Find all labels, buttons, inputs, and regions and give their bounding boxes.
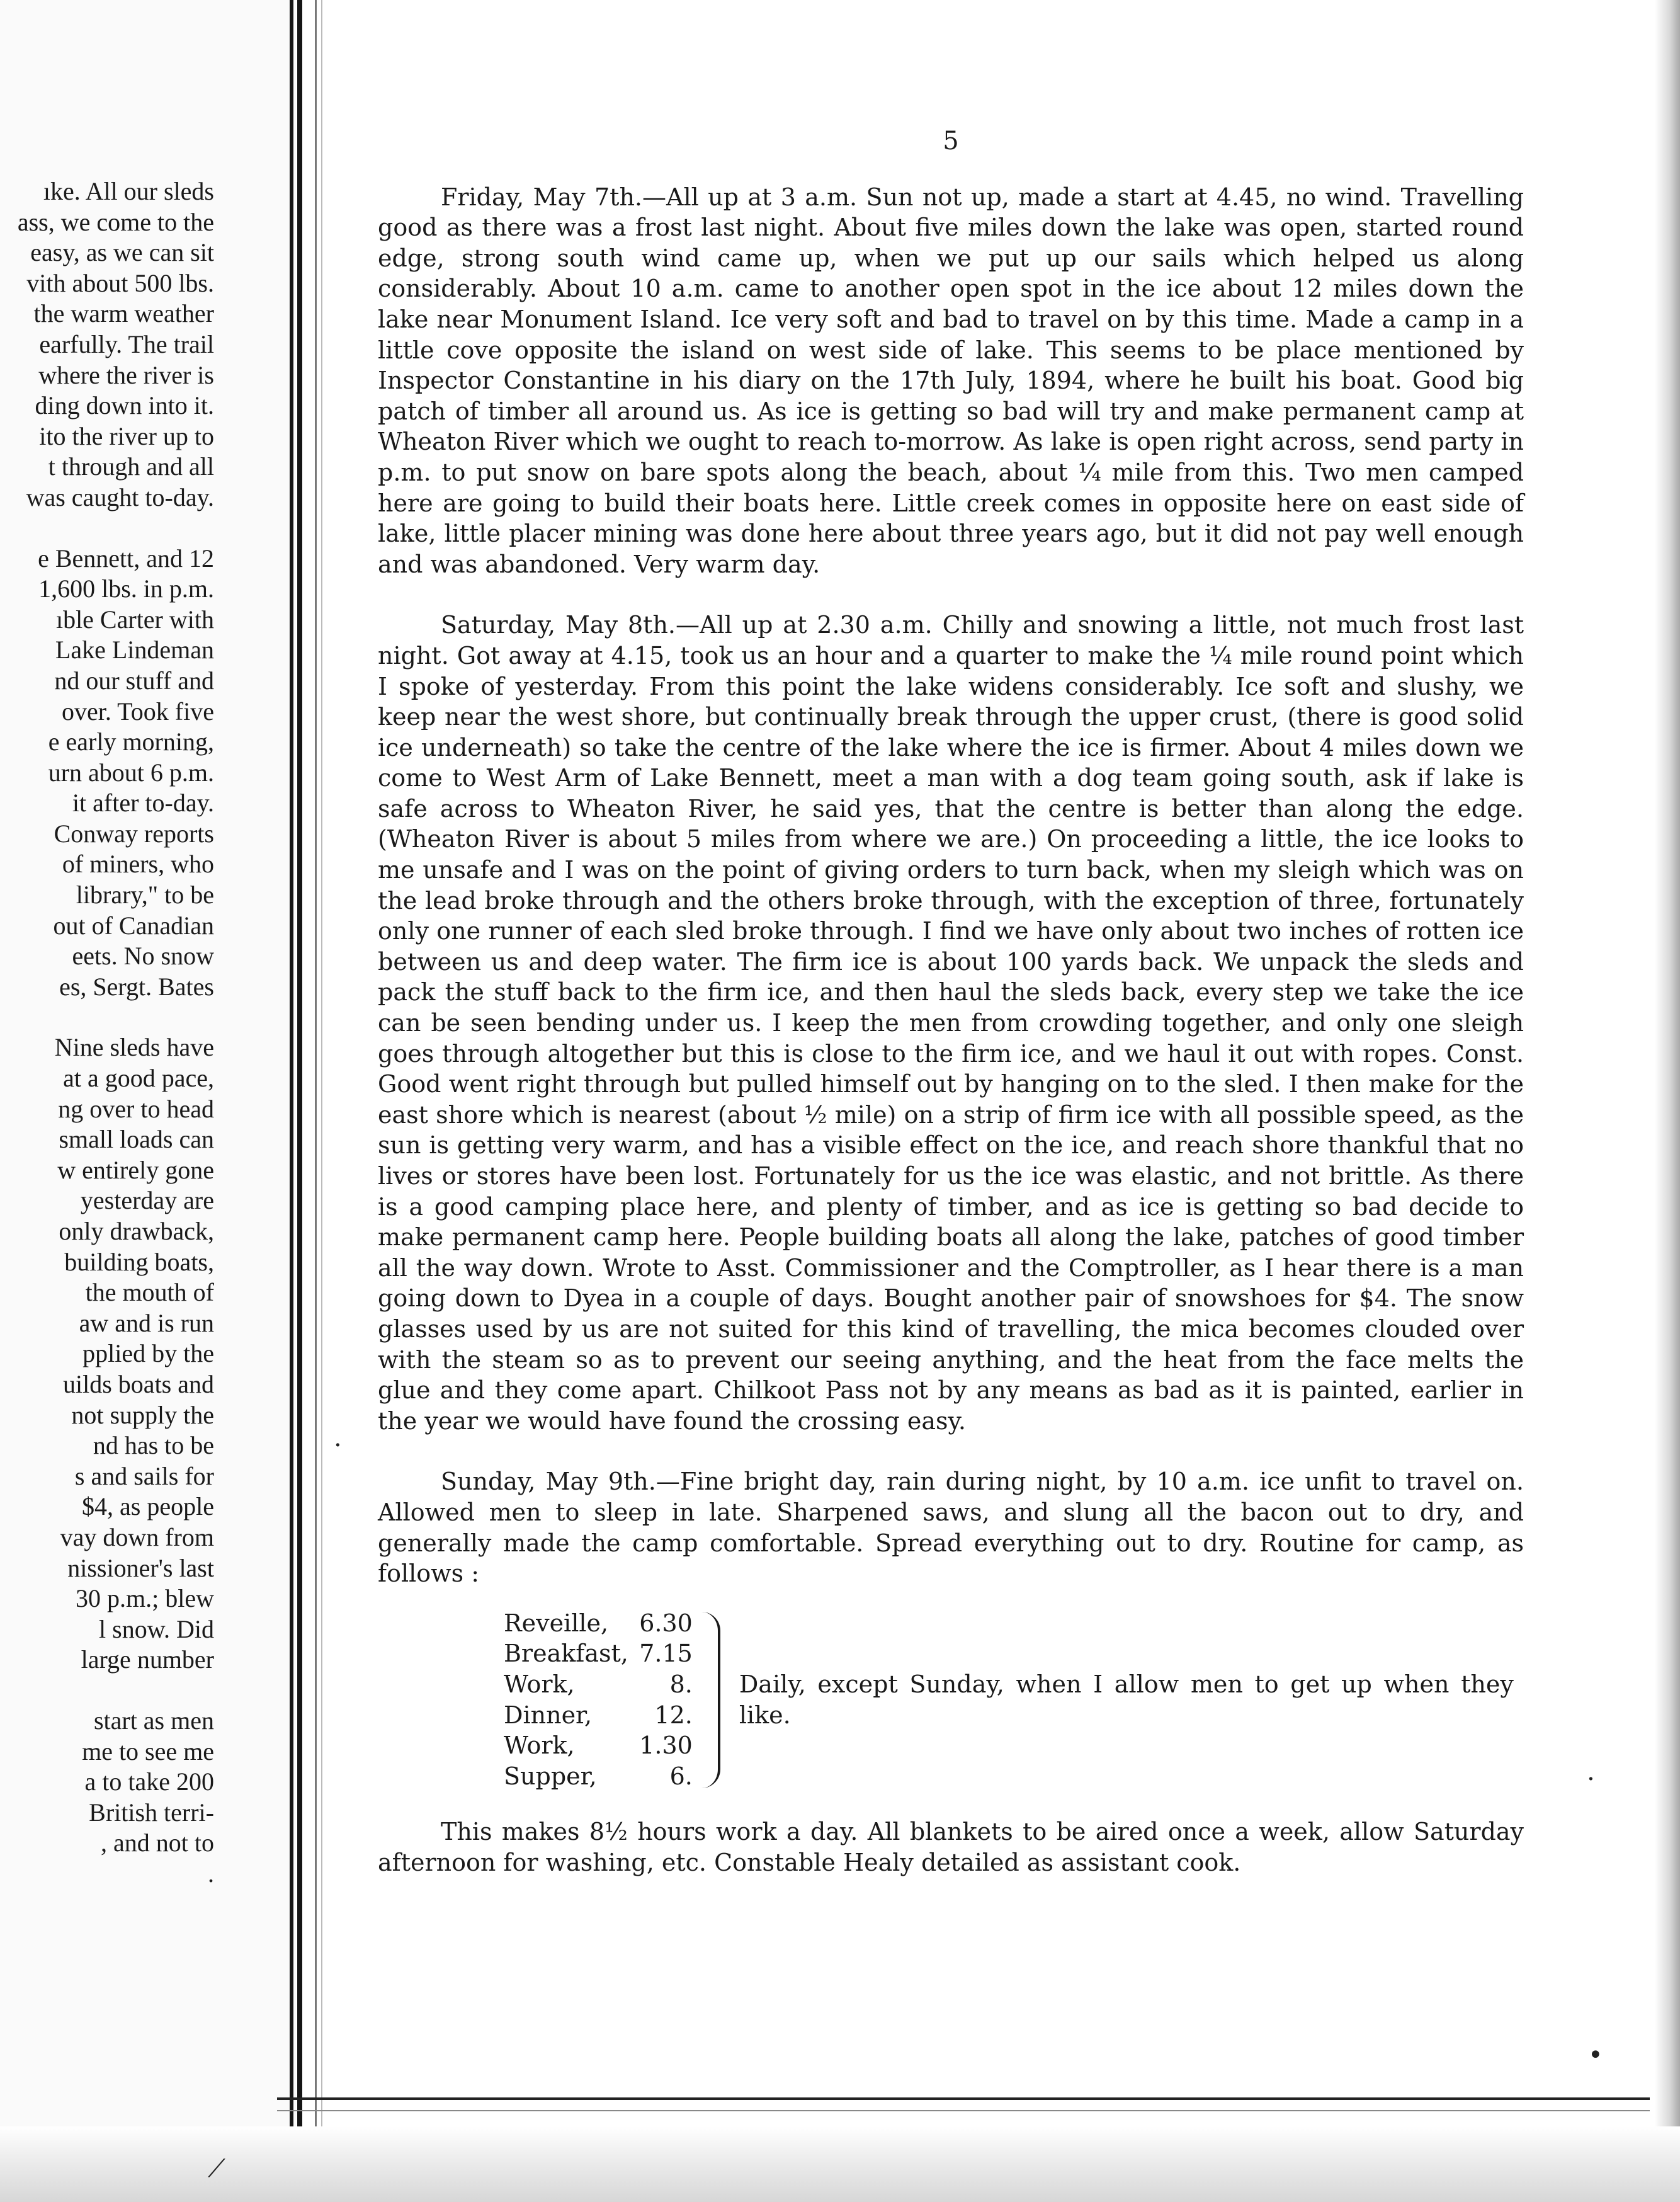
routine-row [504,1730,693,1761]
left-page-line: pplied by the [82,1339,214,1368]
margin-dot-2: • [1588,2041,1603,2070]
left-page-line: 1,600 lbs. in p.m. [38,574,214,603]
routine-row [504,1700,693,1731]
left-page-line: vith about 500 lbs. [26,268,214,297]
scan-mark: ⟋ [208,2154,225,2183]
left-page-line: out of Canadian [53,911,214,940]
entry-saturday [378,610,1524,1436]
routine-time: 7.15 [639,1640,693,1668]
page-edge-shadow [1655,0,1680,2202]
routine-time: 1.30 [639,1731,693,1760]
left-page-line: me to see me [82,1737,214,1766]
routine-label: Supper, [504,1762,597,1790]
left-page-line: large number [81,1645,214,1674]
left-facing-page [0,0,296,2202]
page-bottom-edge [277,2097,1650,2100]
closing-paragraph-text: This makes 8½ hours work a day. All blankets to be aired once a week, allow Saturday afternoon for washing, etc. Constable Healy detailed as assistant cook. [378,1818,1524,1876]
routine-table [504,1608,693,1792]
left-page-line: at a good pace, [63,1064,214,1093]
left-page-line: Lake Lindeman [55,636,214,665]
left-page-line: Conway reports [54,819,214,848]
binding-shadow-line-2 [321,0,322,2202]
left-page-line: nd has to be [93,1431,214,1460]
left-page-line: yesterday are [80,1186,214,1215]
left-page-line: a to take 200 [84,1767,214,1796]
left-page-line: the mouth of [85,1278,214,1307]
left-page-line: $4, as people [82,1492,214,1521]
left-page-line: es, Sergt. Bates [59,972,214,1001]
left-text-group-4 [0,1706,214,1890]
left-page-line: small loads can [59,1125,214,1154]
page-bottom-shadow [0,2126,1680,2202]
left-text-group-1 [0,176,214,513]
left-page-line: was caught to-day. [26,482,214,511]
left-page-line: easy, as we can sit [30,238,214,267]
left-page-line: building boats, [64,1247,214,1276]
entry-friday [378,182,1524,580]
margin-mark: . [334,1423,342,1452]
left-page-line: not supply the [71,1400,214,1429]
left-page-line: over. Took five [62,697,214,726]
left-page-text [0,176,214,1889]
left-page-line: . [208,1859,214,1888]
routine-row [504,1669,693,1700]
left-page-line: ding down into it. [35,391,214,420]
left-page-line: where the river is [38,360,214,389]
routine-note: Daily, except Sunday, when I allow men to get up when they like. [739,1670,1514,1729]
camp-routine [504,1608,1524,1792]
routine-time: 6. [669,1762,693,1790]
entry-friday-text: Friday, May 7th.—All up at 3 a.m. Sun not up, made a start at 4.45, no wind. Travelling good as there was a frost last night. About five miles down the lake was open, started round edge, strong south wind came up, when we put up our sails which helped us along considerably. About 10 a.m. came to another open spot in the ice about 12 miles down the lake near Monument Island. Ice very soft and bad to travel on by this time. Made a camp in a little cove opposite the island on west side of lake. This seems to be place mentioned by Inspector Constantine in his diary on the 17th July, 1894, where he built his boat. Good big patch of timber all around us. As ice is getting so bad will try and make permanent camp at Wheaton River which we ought to reach to-morrow. As lake is open right across, send party in p.m. to put snow on bare spots along the beach, about ¼ mile from this. Two men camped here are going to build their boats here. Little creek comes in opposite here on east side of lake, little placer mining was done here about three years ago, but it did not pay well enough and was abandoned. Very warm day. [378,183,1524,578]
left-page-line: 30 p.m.; blew [76,1584,214,1613]
routine-row [504,1761,693,1792]
margin-dot: . [1587,1757,1595,1786]
left-page-line: ass, we come to the [17,207,214,236]
page-bottom-edge-2 [277,2110,1650,2111]
routine-label: Work, [504,1670,575,1698]
routine-label: Breakfast, [504,1640,628,1668]
routine-brace [699,1612,720,1788]
page-number: 5 [943,127,959,156]
left-page-line: nd our stuff and [54,666,214,695]
left-page-line: ito the river up to [39,421,214,450]
left-page-line: e Bennett, and 12 [38,544,214,573]
left-page-line: of miners, who [62,850,214,879]
binding-shadow-line [315,0,317,2202]
binding-gutter [290,0,293,2202]
routine-time: 6.30 [639,1609,693,1637]
left-page-line: it after to-day. [72,789,214,818]
left-page-line: aw and is run [79,1308,214,1337]
entry-saturday-text: Saturday, May 8th.—All up at 2.30 a.m. Chilly and snowing a little, not much frost last night. Got away at 4.15, took us an hour and a quarter to make the ¼ mile round point which I spoke of yesterday. From this point the lake widens considerably. Ice soft and slushy, we keep near the west shore, but continually break through the upper crust, (there is good solid ice underneath) so take the centre of the lake where the ice is firmer. About 4 miles down we come to West Arm of Lake Bennett, meet a man with a dog team going south, ask if lake is safe across to Wheaton River, he said yes, that the centre is better than along the edge. (Wheaton River is about 5 miles from where we are.) On proceeding a little, the ice looks to me unsafe and I was on the point of giving orders to turn back, when my sleigh which was on the lead broke through and the others broke through, with the exception of three, fortunately only one runner of each sled broke through. I find we have only about two inches of rotten ice between us and deep water. The firm ice is about 100 yards back. We unpack the sleds and pack the stuff back to the firm ice, and then haul the sleds back, every step we take the ice can be seen bending under us. I keep the men from crowding together, and only one sleigh goes through altogether but this is close to the firm ice, and we haul it out with ropes. Const. Good went right through but pulled himself out by hanging on to the sled. I then make for the east shore which is nearest (about ½ mile) on a strip of firm ice with all possible speed, as the sun is getting very warm, and has a visible effect on the ice, and reach shore thankful that no lives or stores have been lost. Fortunately for us the ice was elastic, and not brittle. As there is a good camping place here, and plenty of timber, and as ice is getting so bad decide to make permanent camp here. People building boats all along the lake, patches of good timber all the way down. Wrote to Asst. Commissioner and the Comptroller, as I hear there is a man going down to Dyea in a couple of days. Bought another pair of snowshoes for $4. The snow glasses used by us are not suited for this kind of travelling, the mica becomes clouded over with the steam so as to prevent our seeing anything, and the heat from the face melts the glue and they come apart. Chilkoot Pass not by any means as bad as it is painted, earlier in the year we would have found the crossing easy. [378,611,1524,1435]
left-page-line: library," to be [76,881,214,910]
left-page-line: e early morning, [48,727,214,756]
left-text-group-2 [0,544,214,1003]
left-page-line: nissioner's last [67,1553,214,1582]
left-page-line: eets. No snow [72,942,214,971]
left-page-line: British terri- [89,1798,214,1827]
left-page-line: t through and all [48,452,214,481]
routine-time: 8. [669,1670,693,1698]
left-page-line: w entirely gone [57,1155,214,1184]
routine-row [504,1608,693,1639]
left-page-line: vay down from [60,1522,214,1551]
left-page-line: ng over to head [58,1094,214,1123]
left-page-line: earfully. The trail [39,329,214,358]
routine-label: Work, [504,1731,575,1760]
left-page-line: , and not to [101,1828,214,1857]
left-page-line: uilds boats and [63,1369,214,1398]
routine-label: Dinner, [504,1701,593,1729]
routine-time: 12. [654,1701,693,1729]
entry-sunday-text: Sunday, May 9th.—Fine bright day, rain during night, by 10 a.m. ice unfit to travel on. Allowed men to sleep in late. Sharpened saws, and slung all the bacon out to dry, and generally made the camp comfortable. Spread everything out to dry. Routine for camp, as follows : [378,1468,1524,1588]
left-page-line: l snow. Did [99,1614,214,1643]
main-page [378,126,1524,1908]
left-page-line: the warm weather [33,299,214,328]
routine-row [504,1638,693,1669]
binding-gutter-inner [297,0,302,2202]
left-page-line: only drawback, [59,1217,214,1245]
left-page-line: Nine sleds have [54,1033,214,1062]
left-page-line: s and sails for [74,1461,214,1490]
routine-label: Reveille, [504,1609,609,1637]
left-page-line: start as men [93,1706,214,1735]
left-page-line: ıke. All our sleds [43,177,214,205]
left-page-line: urn about 6 p.m. [48,758,214,787]
left-text-group-3 [0,1032,214,1675]
closing-paragraph [378,1817,1524,1878]
left-page-line: ıble Carter with [55,605,214,634]
entry-sunday [378,1466,1524,1589]
